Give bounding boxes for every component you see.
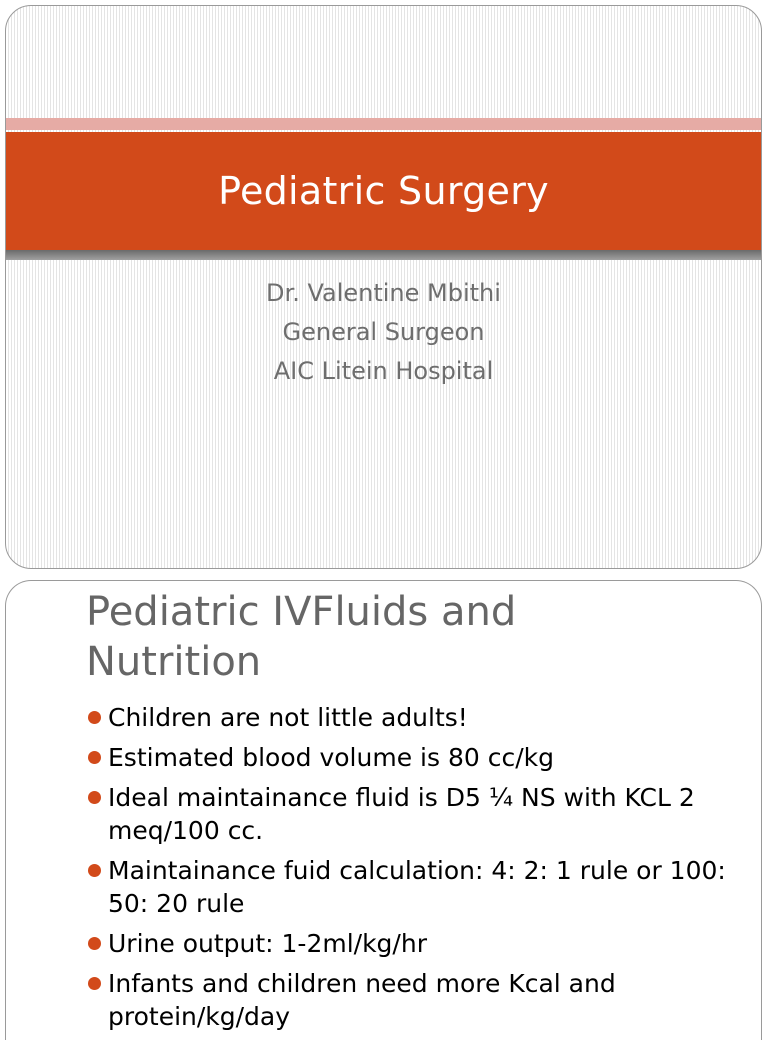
bullet-dot-icon xyxy=(88,977,101,990)
slide-title: Pediatric Surgery xyxy=(218,169,549,213)
content-title-line: Nutrition xyxy=(86,639,262,685)
bullet-text: Maintainance fuid calculation: 4: 2: 1 rule or 100: 50: 20 rule xyxy=(108,856,726,918)
bullet-text: Infants and children need more Kcal and protein/kg/day xyxy=(108,969,616,1031)
bullet-item xyxy=(86,741,726,774)
bullet-dot-icon xyxy=(88,791,101,804)
bullet-text: Urine output: 1-2ml/kg/hr xyxy=(108,929,427,958)
slide-subtitle xyxy=(6,274,761,391)
bullet-dot-icon xyxy=(88,751,101,764)
bullet-text: Ideal maintainance fluid is D5 ¼ NS with KCL 2 meq/100 cc. xyxy=(108,783,695,845)
bullet-dot-icon xyxy=(88,711,101,724)
author-name: Dr. Valentine Mbithi xyxy=(266,279,501,307)
bullet-item xyxy=(86,701,726,734)
content-slide xyxy=(5,580,762,1040)
bullet-list xyxy=(86,701,726,1040)
author-role: General Surgeon xyxy=(282,318,485,346)
content-slide-title xyxy=(86,587,726,687)
author-affiliation: AIC Litein Hospital xyxy=(273,357,494,385)
title-accent-band xyxy=(6,118,761,130)
bullet-dot-icon xyxy=(88,937,101,950)
title-slide xyxy=(5,5,762,569)
title-band xyxy=(6,132,761,250)
bullet-item xyxy=(86,967,726,1033)
bullet-item xyxy=(86,854,726,920)
bullet-text: Estimated blood volume is 80 cc/kg xyxy=(108,743,554,772)
content-title-line: Pediatric IVFluids and xyxy=(86,589,517,635)
bullet-text: Children are not little adults! xyxy=(108,703,468,732)
bullet-item xyxy=(86,927,726,960)
title-shadow-band xyxy=(6,250,761,260)
bullet-item xyxy=(86,781,726,847)
bullet-dot-icon xyxy=(88,864,101,877)
